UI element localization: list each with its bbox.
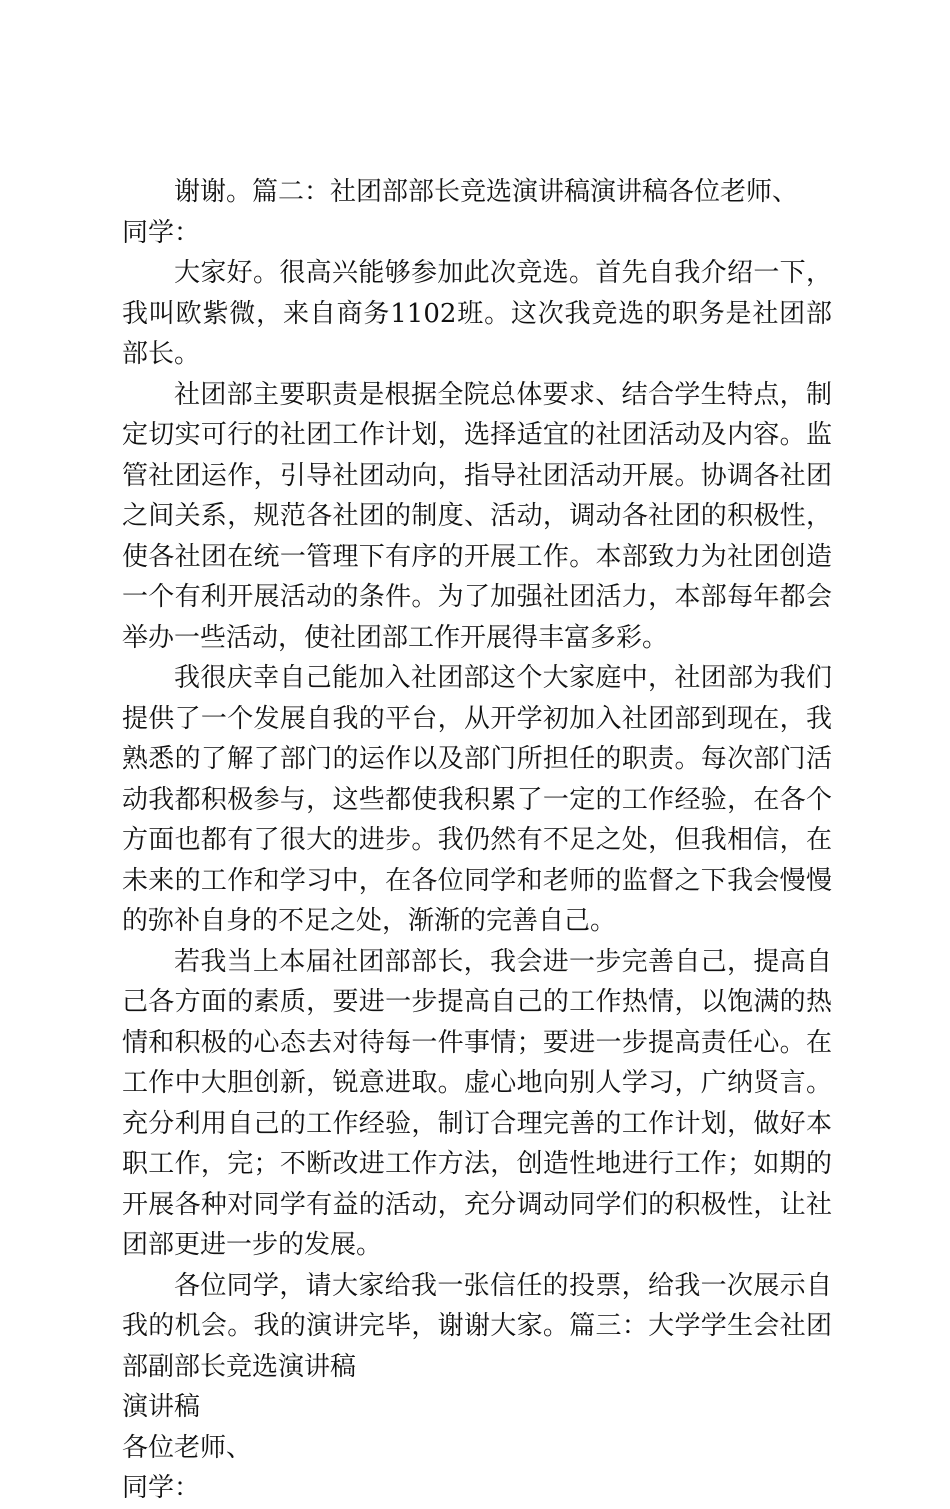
paragraph-experience: 我很庆幸自己能加入社团部这个大家庭中，社团部为我们提供了一个发展自我的平台，从开学初加入社团部到现在，我熟悉的了解了部门的运作以及部门所担任的职责。每次部门活动我都积极参与，这些都使我积累了一定的工作经验，在各个方面也都有了很大的进步。我仍然有不足之处，但我相信，在未来的工作和学习中，在各位同学和老师的监督之下我会慢慢的弥补自身的不足之处，渐渐的完善自己。 (122, 663, 832, 936)
paragraph-teachers: 各位老师、 (122, 1432, 253, 1463)
paragraph-opening: 谢谢。篇二：社团部部长竞选演讲稿演讲稿各位老师、 (174, 177, 799, 207)
paragraph-introduction: 大家好。很高兴能够参加此次竞选。首先自我介绍一下，我叫欧紫微，来自商务1102班。这次我竞选的职务是社团部部长。 (122, 258, 832, 369)
paragraph-salutation: 同学： (122, 217, 201, 248)
paragraph-speech-title: 演讲稿 (122, 1392, 201, 1422)
paragraph-duties: 社团部主要职责是根据全院总体要求、结合学生特点，制定切实可行的社团工作计划，选择适宜的社团活动及内容。监管社团运作，引导社团动向，指导社团活动开展。协调各社团之间关系，规范各社团的制度、活动，调动各社团的积极性，使各社团在统一管理下有序的开展工作。本部致力为社团创造一个有利开展活动的条件。为了加强社团活力，本部每年都会举办一些活动，使社团部工作开展得丰富多彩。 (122, 379, 832, 653)
paragraph-plans: 若我当上本届社团部部长，我会进一步完善自己，提高自己各方面的素质，要进一步提高自己的工作热情，以饱满的热情和积极的心态去对待每一件事情；要进一步提高责任心。在工作中大胆创新，锐意进取。虚心地向别人学习，广纳贤言。充分利用自己的工作经验，制订合理完善的工作计划，做好本职工作，完；不断改进工作方法，创造性地进行工作；如期的开展各种对同学有益的活动，充分调动同学们的积极性，让社团部更进一步的发展。 (122, 946, 832, 1260)
paragraph-classmates: 同学： (122, 1473, 201, 1503)
paragraph-closing: 各位同学，请大家给我一张信任的投票，给我一次展示自我的机会。我的演讲完毕，谢谢大家。篇三：大学学生会社团部副部长竞选演讲稿 (122, 1270, 832, 1382)
document-body (122, 172, 832, 1509)
